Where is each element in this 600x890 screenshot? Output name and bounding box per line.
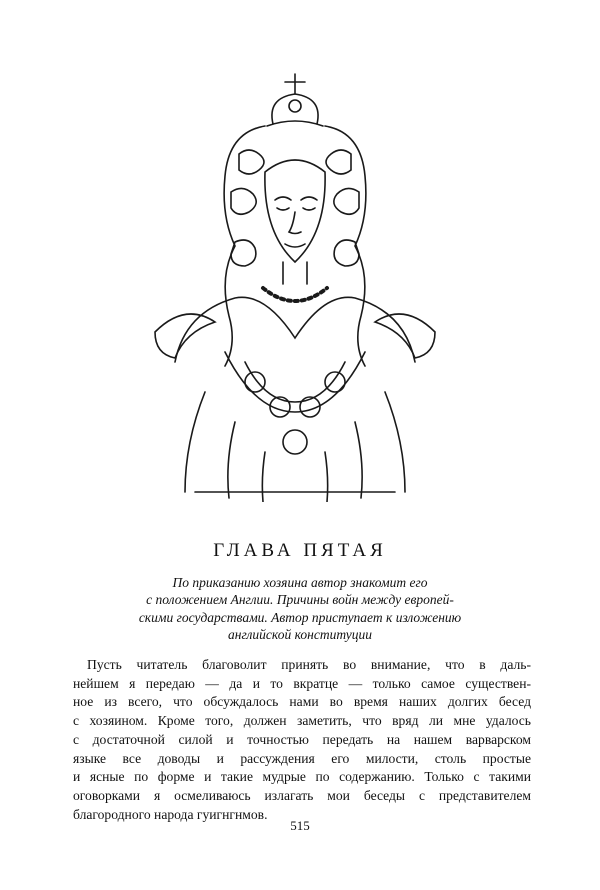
body-line: и ясные по форме и такие мудрые по содержанию. Только с такими [73, 769, 531, 785]
chapter-summary [125, 574, 475, 644]
body-line: с достаточной силой и точностью передать на нашем варварском [73, 731, 531, 747]
body-line: языке все доводы и рассуждения его милости, столь простые [73, 750, 531, 766]
chapter-title: ГЛАВА ПЯТАЯ [213, 540, 387, 561]
portrait-illustration [135, 62, 470, 502]
summary-line: скими государствами. Автор приступает к изложению [138, 609, 462, 625]
summary-line: с положением Англии. Причины войн между европей- [146, 592, 454, 608]
summary-line: По приказанию хозяина автор знакомит его [172, 575, 428, 590]
summary-line: английской конституции [228, 627, 372, 643]
body-line: оговорками я осмеливаюсь излагать мои беседы с представителем [73, 787, 531, 803]
body-line: нейшем я передаю — да и то вкратце — только самое существен- [73, 675, 531, 691]
body-line: с хозяином. Кроме того, должен заметить, что вряд ли мне удалось [73, 713, 531, 729]
queen-portrait-icon [135, 62, 470, 502]
page-number: 515 [290, 818, 310, 833]
body-paragraph [73, 656, 531, 824]
body-line: ное из всего, что обсуждалось нами во время наших долгих бесед [73, 694, 531, 710]
body-line: Пусть читатель благоволит принять во внимание, что в даль- [87, 657, 531, 672]
body-line: благородного народа гуигнгнмов. [73, 806, 268, 822]
